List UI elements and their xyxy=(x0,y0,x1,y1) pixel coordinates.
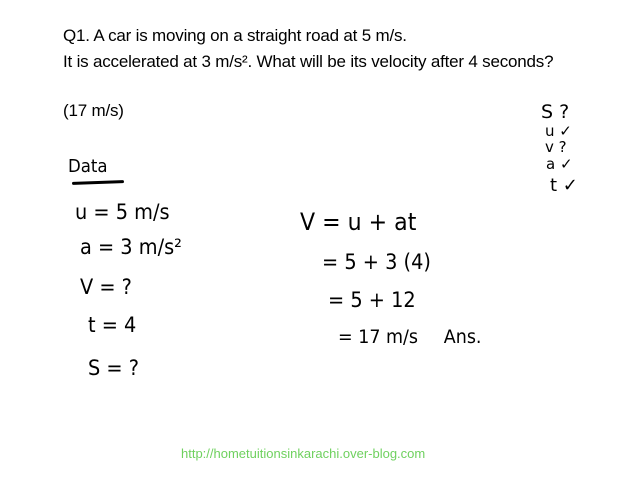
solution-equation: V = u + at xyxy=(300,208,417,236)
question-line-1: Q1. A car is moving on a straight road at 5 m/s. xyxy=(63,26,407,45)
data-item-t: t = 4 xyxy=(88,313,137,337)
checklist-t: t ✓ xyxy=(550,175,578,196)
solution-step-1: = 5 + 3 (4) xyxy=(322,250,431,274)
answer-label: Ans. xyxy=(443,326,482,348)
checklist-s: S ? xyxy=(541,101,570,123)
data-item-a: a = 3 m/s² xyxy=(80,235,182,259)
footer-url: http://hometuitionsinkarachi.over-blog.com xyxy=(181,446,426,461)
solution-result-value: = 17 m/s xyxy=(338,326,419,348)
solution-result xyxy=(338,326,481,348)
checklist-a: a ✓ xyxy=(546,155,573,173)
question-answer: (17 m/s) xyxy=(63,101,124,120)
data-heading: Data xyxy=(68,156,108,177)
data-item-u: u = 5 m/s xyxy=(75,200,170,224)
checklist-v: v ? xyxy=(545,138,567,156)
solution-step-2: = 5 + 12 xyxy=(328,288,416,312)
data-item-v: V = ? xyxy=(80,275,132,299)
question-line-2: It is accelerated at 3 m/s². What will be its velocity after 4 seconds? xyxy=(63,52,554,71)
data-item-s: S = ? xyxy=(88,356,140,380)
data-heading-underline xyxy=(72,180,124,185)
checklist-u: u ✓ xyxy=(545,122,572,140)
